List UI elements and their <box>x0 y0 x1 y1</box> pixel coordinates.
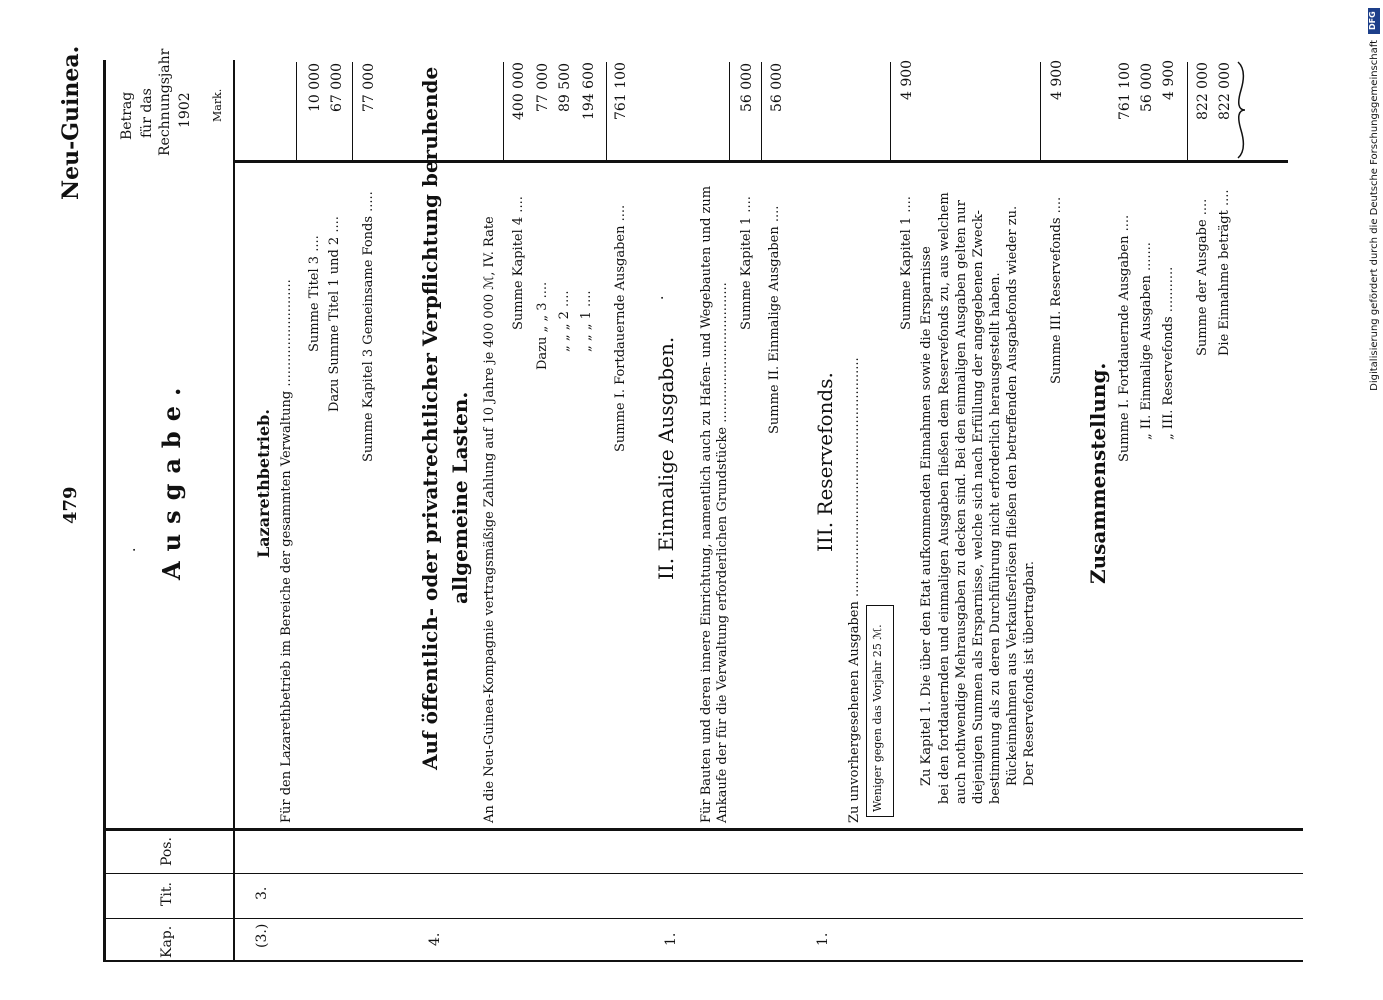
sum-rule <box>606 62 607 160</box>
amount: 77 000 <box>535 63 551 112</box>
kompagnie-text: An die Neu-Guinea-Kompagnie vertragsmäßige Zahlung auf 10 Jahre je 400 000 ℳ, IV. Rate <box>482 216 497 823</box>
amount: 194 600 <box>581 62 597 120</box>
top-rule <box>103 60 106 962</box>
page-number: 479 <box>60 486 81 524</box>
kap-3: (3.) <box>254 923 270 948</box>
amount: 822 000 <box>1195 62 1211 120</box>
zus-summe-III: „ III. Reservefonds ........... <box>1161 266 1176 440</box>
lazareth-text: Für den Lazarethbetrieb im Bereiche der gesammten Verwaltung .......................... <box>279 279 294 823</box>
amount: 822 000 <box>1217 62 1233 120</box>
amount: 4 900 <box>899 59 915 100</box>
dazu-1: „ „ „ 1 .... <box>579 290 594 352</box>
bauten-text-1: Für Bauten und deren innere Einrichtung, namentlich auch zu Hafen- und Wegebauten und zum <box>699 185 714 823</box>
rule-tit-col <box>103 873 1303 874</box>
heading-4a: Auf öffentlich- oder privatrechtlicher Verpflichtung beruhende <box>418 66 442 770</box>
amount: 56 000 <box>769 63 785 112</box>
summe-I: Summe I. Fortdauernde Ausgaben .... <box>613 204 628 452</box>
tit-3: 3. <box>254 886 270 900</box>
note-line-7: Der Reservefonds ist übertragbar. <box>1022 561 1037 786</box>
amount: 56 000 <box>739 63 755 112</box>
sum-rule <box>1187 62 1188 160</box>
heading-III: III. Reservefonds. <box>813 372 837 552</box>
sum-rule <box>729 62 730 160</box>
rule-bottom <box>103 960 1303 962</box>
col-betrag-2: für das <box>139 88 155 138</box>
dot-mark: · <box>127 547 143 552</box>
note-line-5: bestimmung als zu deren Durchführung nicht erforderlich herausgestellt haben. <box>988 272 1003 804</box>
kap-1a: 1. <box>663 932 679 946</box>
sum-rule <box>503 62 504 160</box>
rule-amount-col <box>233 160 1288 163</box>
heading-4b: allgemeine Lasten. <box>448 391 472 604</box>
zus-summe-II: „ II. Einmalige Ausgaben ....... <box>1139 242 1154 440</box>
col-betrag-3: Rechnungsjahr <box>157 48 173 156</box>
zus-summe-ausgabe: Summe der Ausgabe .... <box>1195 198 1210 356</box>
note-line-4: diejenigen Summen als Ersparnisse, welche sich nach Erfüllung der angegebenen Zweck- <box>971 210 986 804</box>
digitization-credit: Digitalisierung gefördert durch die Deutsche Forschungsgemeinschaft <box>1369 40 1380 391</box>
dazu-3: Dazu „ „ 3 .... <box>535 281 550 370</box>
dazu-titel12: Dazu Summe Titel 1 und 2 .... <box>327 216 342 412</box>
amount: 400 000 <box>511 62 527 120</box>
col-pos: Pos. <box>159 837 175 866</box>
summe-titel3: Summe Titel 3 .... <box>307 235 322 352</box>
summe-kap1: Summe Kapitel 1 .... <box>739 196 754 330</box>
col-tit: Tit. <box>159 882 175 906</box>
note-line-2: bei den fortdauernden und einmaligen Ausgaben fließen dem Reservefonds zu, aus welchem <box>937 192 952 804</box>
unvorher-text: Zu unvorhergesehenen Ausgaben .......................................................... <box>847 357 862 823</box>
rule-pos-col <box>103 828 1303 831</box>
summe-III: Summe III. Reservefonds .... <box>1049 196 1064 384</box>
region-title: Neu-Guinea. <box>58 45 84 200</box>
amount: 89 500 <box>557 63 573 112</box>
summe-kap3: Summe Kapitel 3 Gemeinsame Fonds ..... <box>361 191 376 462</box>
col-kap: Kap. <box>159 925 175 958</box>
bauten-text-2: Ankaufe der für die Verwaltung erforderlichen Grundstücke .................................. <box>715 282 730 823</box>
summe-kap4: Summe Kapitel 4 .... <box>511 196 526 330</box>
col-betrag-1: Betrag <box>119 91 135 140</box>
amount: 67 000 <box>329 63 345 112</box>
weniger-note: Weniger gegen das Vorjahr 25 ℳ. <box>871 624 884 812</box>
note-line-3: auch nothwendige Mehrausgaben zu decken sind. Bei den einmaligen Ausgaben gelten nur <box>954 200 969 804</box>
amount: 56 000 <box>1139 63 1155 112</box>
summe-II: Summe II. Einmalige Ausgaben .... <box>767 205 782 434</box>
heading-II: II. Einmalige Ausgaben. <box>654 336 678 580</box>
amount: 761 100 <box>613 62 629 120</box>
dfg-logo: DFG <box>1368 8 1380 34</box>
closing-brace <box>1235 60 1255 160</box>
heading-zusammenstellung: Zusammenstellung. <box>1086 362 1110 584</box>
kap-4: 4. <box>427 932 443 946</box>
dot-mark: · <box>655 295 671 300</box>
amount: 77 000 <box>361 63 377 112</box>
sum-rule <box>761 62 762 160</box>
summe-kap1b: Summe Kapitel 1 .... <box>899 196 914 330</box>
amount: 761 100 <box>1117 62 1133 120</box>
rule-header <box>233 60 235 962</box>
sum-rule <box>352 62 353 160</box>
sum-rule <box>890 62 891 160</box>
section-title: Ausgabe. <box>157 377 186 580</box>
rule-kap-col <box>103 918 1303 919</box>
note-line-6: Rückeinnahmen aus Verkaufserlösen fließen den betreffenden Ausgabefonds wieder zu. <box>1005 205 1020 786</box>
amount: 4 900 <box>1161 59 1177 100</box>
dazu-2: „ „ „ 2 .... <box>557 290 572 352</box>
note-line-1: Zu Kapitel 1. Die über den Etat aufkommenden Einnahmen sowie die Ersparnisse <box>919 246 934 786</box>
amount: 4 900 <box>1049 59 1065 100</box>
zus-summe-I: Summe I. Fortdauernde Ausgaben .... <box>1117 214 1132 462</box>
zus-einnahme: Die Einnahme beträgt .... <box>1217 189 1232 356</box>
sum-rule <box>296 62 297 160</box>
amount: 10 000 <box>307 63 323 112</box>
col-betrag-4: 1902 <box>177 92 193 128</box>
sum-rule <box>1040 62 1041 160</box>
col-mark: Mark. <box>211 88 224 122</box>
lazareth-heading: Lazarethbetrieb. <box>254 409 273 558</box>
kap-1b: 1. <box>815 932 831 946</box>
